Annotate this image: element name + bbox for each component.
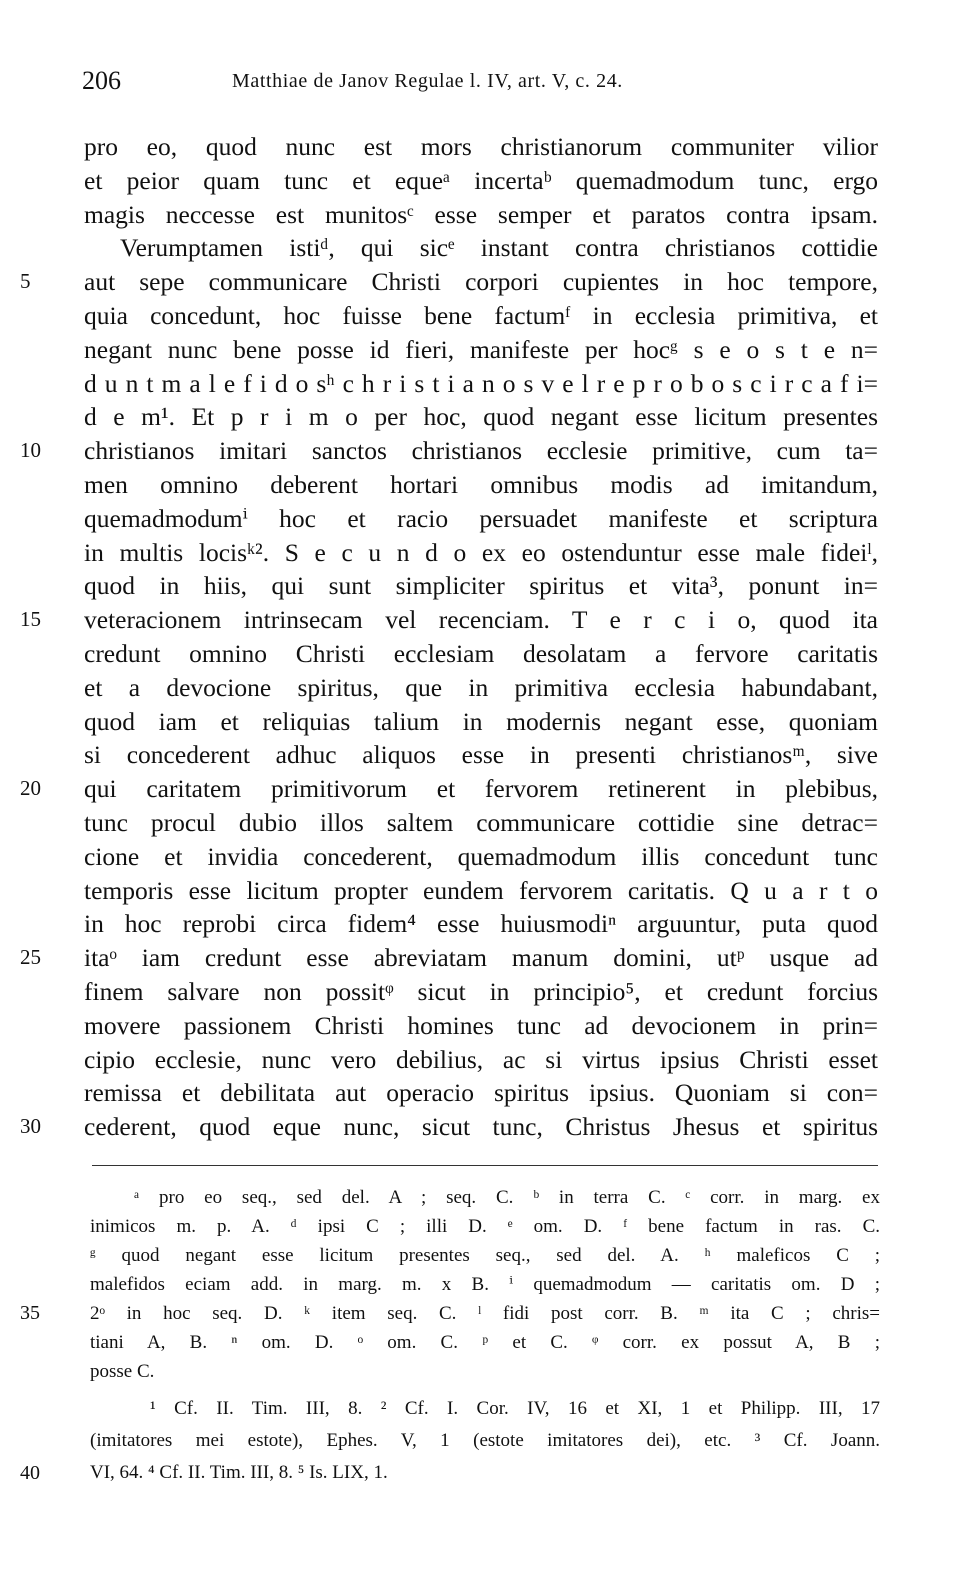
line-text: si concederent adhuc aliquos esse in presenti christianosᵐ, sive <box>84 740 878 770</box>
line-number: 25 <box>20 945 41 970</box>
line-text: cederent, quod eque nunc, sicut tunc, Christus Jhesus et spiritus <box>84 1112 878 1142</box>
line-text: ¹ Cf. II. Tim. III, 8. ² Cf. I. Cor. IV, 16 et XI, 1 et Philipp. III, 17 <box>150 1398 880 1419</box>
line-text: credunt omnino Christi ecclesiam desolatam a fervore caritatis <box>84 638 878 668</box>
body-line <box>84 738 878 772</box>
apparatus-line <box>90 1328 880 1357</box>
line-text: posse C. <box>90 1361 155 1382</box>
body-line <box>84 637 878 671</box>
body-line <box>84 367 878 401</box>
running-head: Matthiae de Janov Regulae l. IV, art. V, c. 24. <box>232 70 623 92</box>
body-line <box>84 1076 878 1110</box>
line-text: d e m¹. Et p r i m o per hoc, quod negant esse licitum presentes <box>84 402 878 432</box>
line-number: 5 <box>20 269 31 294</box>
body-line <box>84 299 878 333</box>
line-text: men omnino deberent hortari omnibus modis ad imitandum, <box>84 469 878 499</box>
line-text: in hoc reprobi circa fidem⁴ esse huiusmodiⁿ arguuntur, puta quod <box>84 909 878 939</box>
line-text: (imitatores mei estote), Ephes. V, 1 (estote imitatores dei), etc. ³ Cf. Joann. <box>90 1430 880 1451</box>
line-number: 30 <box>20 1114 41 1139</box>
line-number: 35 <box>20 1302 40 1324</box>
body-line <box>84 1009 878 1043</box>
line-text: cipio ecclesie, nunc vero debilius, ac si virtus ipsius Christi esset <box>84 1044 878 1074</box>
body-line <box>84 907 878 941</box>
line-text: magis neccesse est munitosᶜ esse semper et paratos contra ipsam. <box>84 199 878 229</box>
line-text: et peior quam tunc et equeᵃ incertaᵇ quemadmodum tunc, ergo <box>84 165 878 195</box>
body-line <box>84 468 878 502</box>
body-line <box>84 569 878 603</box>
body-line <box>84 806 878 840</box>
line-text: tunc procul dubio illos saltem communicare cottidie sine detrac= <box>84 807 878 837</box>
body-line <box>84 231 878 265</box>
apparatus-line <box>90 1241 880 1270</box>
line-text: tiani A, B. ⁿ om. D. ᵒ om. C. ᵖ et C. ᵠ corr. ex possut A, B ; <box>90 1332 880 1353</box>
line-text: ᵃ pro eo seq., sed del. A ; seq. C. ᵇ in terra C. ᶜ corr. in marg. ex <box>134 1187 880 1208</box>
line-text: in multis locisᵏ². S e c u n d o ex eo ostenduntur esse male fideiˡ, <box>84 537 878 567</box>
body-line <box>20 1110 878 1144</box>
line-text: christianos imitari sanctos christianos ecclesie primitive, cum ta= <box>84 436 878 466</box>
line-text: aut sepe communicare Christi corpori cupientes in hoc tempore, <box>84 267 878 297</box>
apparatus-line <box>90 1357 880 1386</box>
sources-line <box>90 1393 880 1425</box>
line-text: cione et invidia concederent, quemadmodum illis concedunt tunc <box>84 841 878 871</box>
apparatus-line <box>20 1299 880 1328</box>
body-line <box>84 975 878 1009</box>
body-line <box>84 874 878 908</box>
line-text: Verumptamen istiᵈ, qui sicᵉ instant contra christianos cottidie <box>120 233 878 263</box>
body-line <box>84 705 878 739</box>
body-line <box>84 164 878 198</box>
apparatus-line <box>90 1212 880 1241</box>
line-text: 2ᵒ in hoc seq. D. ᵏ item seq. C. ˡ fidi post corr. B. ᵐ ita C ; chris= <box>90 1303 880 1324</box>
body-line <box>20 772 878 806</box>
body-line <box>84 840 878 874</box>
body-line <box>84 198 878 232</box>
body-line <box>84 1043 878 1077</box>
sources-line <box>90 1425 880 1457</box>
line-text: finem salvare non possitᵠ sicut in principio⁵, et credunt forcius <box>84 976 878 1006</box>
body-line <box>84 502 878 536</box>
sources-line <box>20 1457 880 1489</box>
line-text: d u n t m a l e f i d o sʰ c h r i s t i a n o s v e l r e p r o b o s c i r c a f i= <box>84 368 878 398</box>
apparatus-line <box>90 1270 880 1299</box>
line-text: malefidos eciam add. in marg. m. x B. ⁱ quemadmodum — caritatis om. D ; <box>90 1274 880 1295</box>
line-text: ᵍ quod negant esse licitum presentes seq., sed del. A. ʰ maleficos C ; <box>90 1245 880 1266</box>
line-text: itaᵒ iam credunt esse abreviatam manum domini, utᵖ usque ad <box>84 943 878 973</box>
body-line <box>20 603 878 637</box>
apparatus-line <box>90 1183 880 1212</box>
line-text: quod iam et reliquias talium in modernis negant esse, quoniam <box>84 706 878 736</box>
line-number: 10 <box>20 438 41 463</box>
body-line <box>20 941 878 975</box>
line-text: negant nunc bene posse id fieri, manifeste per hocᵍ s e o s t e n= <box>84 334 878 364</box>
page-header <box>82 66 882 106</box>
body-line <box>84 536 878 570</box>
main-text <box>20 130 878 1144</box>
line-text: quod in hiis, qui sunt simpliciter spiritus et vita³, ponunt in= <box>84 571 878 601</box>
page-number: 206 <box>82 66 121 95</box>
body-line <box>84 400 878 434</box>
footnote-divider <box>92 1165 878 1166</box>
line-text: temporis esse licitum propter eundem fervorem caritatis. Q u a r t o <box>84 875 878 905</box>
line-text: qui caritatem primitivorum et fervorem retinerent in plebibus, <box>84 774 878 804</box>
line-number: 40 <box>20 1462 40 1484</box>
line-text: remissa et debilitata aut operacio spiritus ipsius. Quoniam si con= <box>84 1078 878 1108</box>
line-text: movere passionem Christi homines tunc ad devocionem in prin= <box>84 1010 878 1040</box>
line-text: et a devocione spiritus, que in primitiva ecclesia habundabant, <box>84 672 878 702</box>
line-text: VI, 64. ⁴ Cf. II. Tim. III, 8. ⁵ Is. LIX, 1. <box>90 1462 388 1483</box>
line-text: veteracionem intrinsecam vel recenciam. T e r c i o, quod ita <box>84 605 878 635</box>
line-text: pro eo, quod nunc est mors christianorum communiter vilior <box>84 132 878 161</box>
line-text: quia concedunt, hoc fuisse bene factumᶠ in ecclesia primitiva, et <box>84 300 878 330</box>
body-line <box>84 671 878 705</box>
body-line <box>20 434 878 468</box>
body-line <box>84 130 878 164</box>
line-text: inimicos m. p. A. ᵈ ipsi C ; illi D. ᵉ om. D. ᶠ bene factum in ras. C. <box>90 1216 880 1237</box>
body-line <box>84 333 878 367</box>
line-number: 20 <box>20 776 41 801</box>
body-line <box>20 265 878 299</box>
line-number: 15 <box>20 607 41 632</box>
source-references <box>20 1393 880 1489</box>
line-text: quemadmodumⁱ hoc et racio persuadet manifeste et scriptura <box>84 503 878 533</box>
critical-apparatus <box>20 1183 880 1386</box>
